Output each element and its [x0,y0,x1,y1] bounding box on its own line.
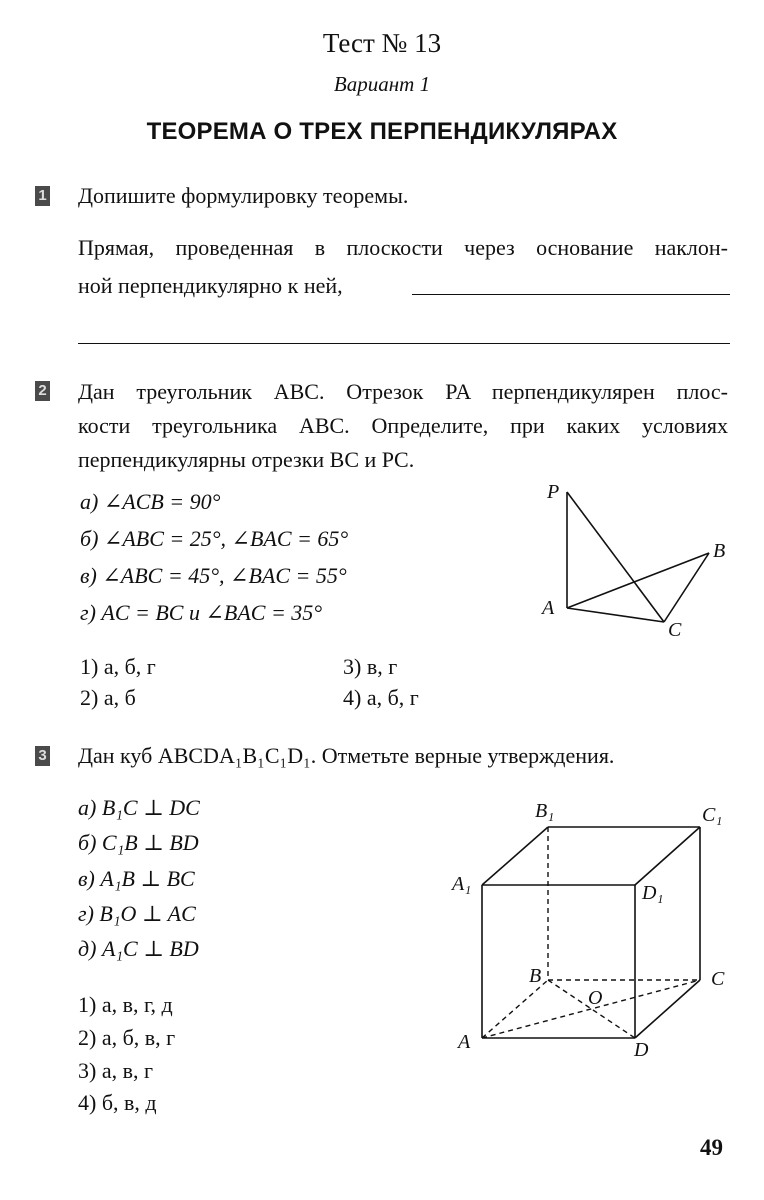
task-2-text-line-1: Дан треугольник ABC. Отрезок PA перпендикулярен плос- [78,379,728,404]
label-a1: A₁ [452,873,472,895]
task-2-answer-4[interactable]: 4) а, б, г [343,685,419,710]
task-2-text-line-3: перпендикулярны отрезки BC и PC. [78,447,415,472]
edge-a1b1 [482,827,548,885]
label-d1: D₁ [642,882,664,904]
label-b1: B₁ [535,800,555,822]
label-a: A [542,597,555,619]
task-3-answer-3[interactable]: 3) а, в, г [78,1058,154,1083]
task-2-option-g[interactable]: г) AC = BC и ∠BAC = 35° [80,600,323,625]
label-a: A [458,1031,471,1053]
edge-d1c1 [635,827,700,885]
label-c1: C₁ [702,804,723,826]
label-p: P [547,481,560,503]
edge-ab [567,553,709,608]
task-3-option-v[interactable]: в) A₁B ⊥ BC [78,866,195,891]
edge-ac [567,608,664,622]
label-b: B [713,540,726,562]
task-3-answer-4[interactable]: 4) б, в, д [78,1090,157,1115]
task-3-option-g[interactable]: г) B₁O ⊥ AC [78,901,196,926]
task-1-statement-line-2: ной перпендикулярно к ней, [78,273,343,298]
task-3-answer-2[interactable]: 2) а, б, в, г [78,1025,176,1050]
label-o: O [588,987,603,1009]
task-3-option-b[interactable]: б) C₁B ⊥ BD [78,830,199,855]
label-b: B [529,965,542,987]
task-2-option-a[interactable]: а) ∠ACB = 90° [80,489,221,514]
task-1-number: 1 [35,186,50,206]
task-3-answer-1[interactable]: 1) а, в, г, д [78,992,173,1017]
task-3-option-d[interactable]: д) A₁C ⊥ BD [78,936,199,961]
task-2-answer-1[interactable]: 1) а, б, г [80,654,156,679]
task-2-option-v[interactable]: в) ∠ABC = 45°, ∠BAC = 55° [80,563,347,588]
label-d: D [634,1039,649,1061]
task-3-prompt: Дан куб ABCDA₁B₁C₁D₁. Отметьте верные утверждения. [78,743,615,768]
task-1-statement-line-1: Прямая, проведенная в плоскости через основание наклон- [78,235,728,260]
task-3-number: 3 [35,746,50,766]
edge-ab-hidden [482,980,548,1038]
page-number: 49 [700,1135,723,1160]
task-2-option-b[interactable]: б) ∠ABC = 25°, ∠BAC = 65° [80,526,349,551]
task-3-option-a[interactable]: а) B₁C ⊥ DC [78,795,200,820]
test-title: Тест № 13 [322,28,442,58]
triangle-pyramid-figure [520,470,760,650]
task-1-prompt: Допишите формулировку теоремы. [78,183,409,208]
variant-label: Вариант 1 [333,72,431,96]
edge-bc [664,553,709,622]
label-c: C [668,619,682,641]
task-2-answer-3[interactable]: 3) в, г [343,654,398,679]
task-2-number: 2 [35,381,50,401]
task-2-text-line-2: кости треугольника ABC. Определите, при каких условиях [78,413,728,438]
label-c: C [711,968,725,990]
task-2-answer-2[interactable]: 2) а, б [80,685,136,710]
topic-heading: ТЕОРЕМА О ТРЕХ ПЕРПЕНДИКУЛЯРАХ [146,118,618,145]
answer-line-1[interactable] [412,294,730,295]
cube-figure [440,790,740,1070]
answer-line-2[interactable] [78,343,730,344]
